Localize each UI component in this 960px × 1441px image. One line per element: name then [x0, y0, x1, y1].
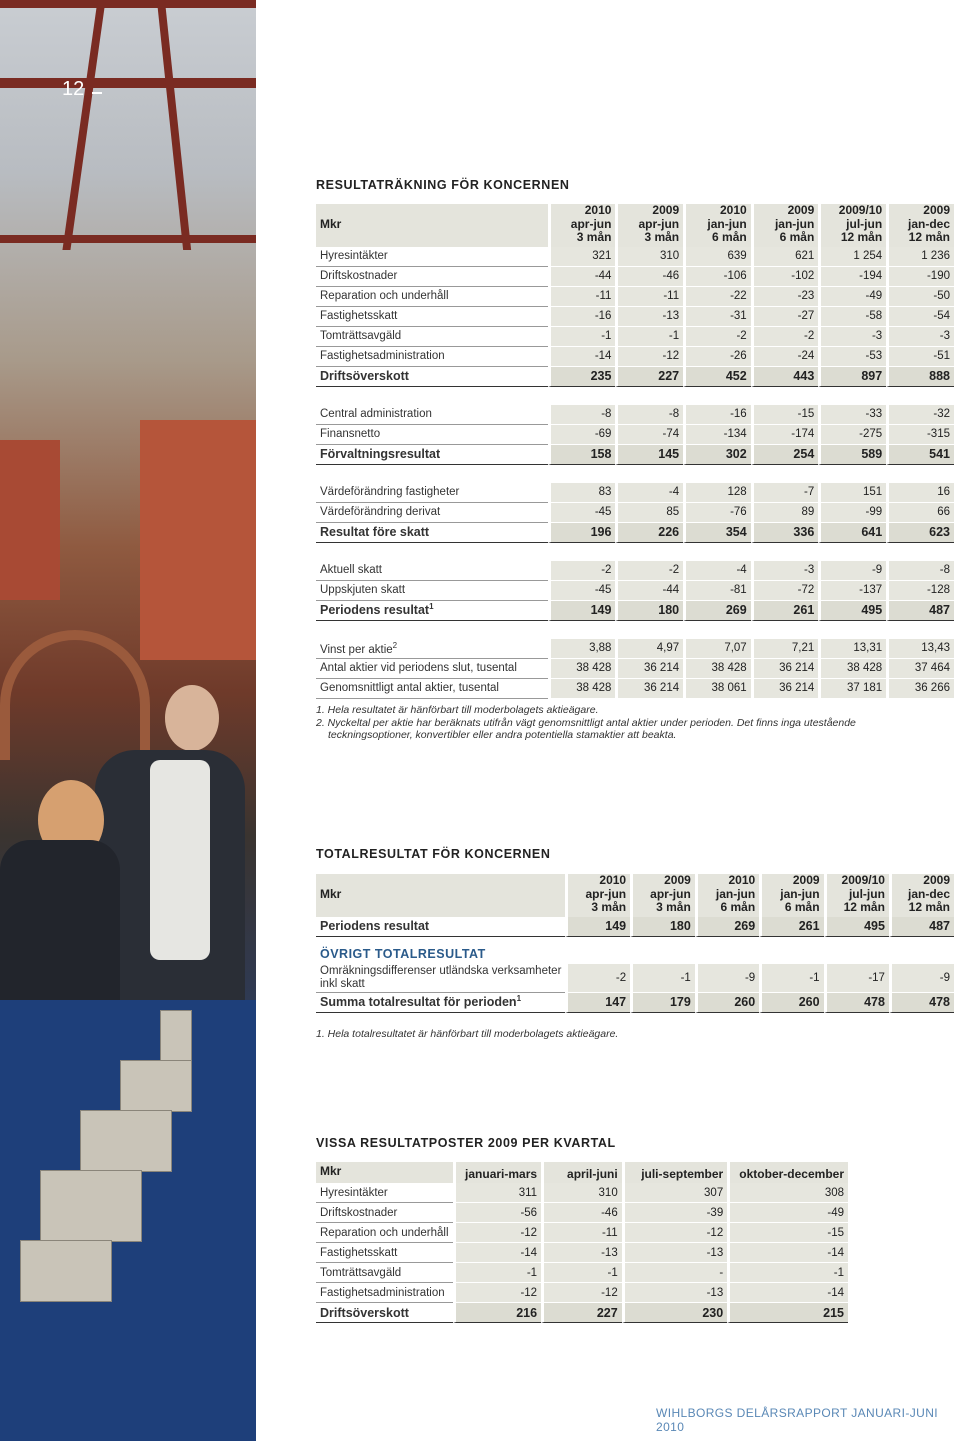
cell-value: -2 — [751, 327, 819, 347]
cell-value: -8 — [548, 405, 616, 425]
row-label: Fastighetsskatt — [316, 1243, 453, 1263]
cell-value: -1 — [548, 327, 616, 347]
cell-value: -24 — [751, 347, 819, 367]
row-label: Hyresintäkter — [316, 1183, 453, 1203]
cell-value: -1 — [630, 964, 695, 993]
row-label: Resultat före skatt — [316, 523, 548, 543]
row-label: Omräkningsdifferenser utländska verksamheter inkl skatt — [316, 964, 565, 993]
cell-value: 38 061 — [683, 679, 751, 699]
cell-value: 36 214 — [615, 659, 683, 679]
table-row — [316, 1243, 848, 1263]
column-header: januari-mars — [453, 1162, 542, 1183]
row-label: Antal aktier vid periodens slut, tusental — [316, 659, 548, 679]
row-label: Driftskostnader — [316, 267, 548, 287]
cell-value: 495 — [824, 917, 889, 937]
cell-value: 310 — [541, 1183, 622, 1203]
cell-value: 261 — [759, 917, 823, 937]
cell-value: 336 — [751, 523, 819, 543]
header-label: Mkr — [316, 874, 565, 917]
column-header: 2009 jan-jun 6 mån — [751, 204, 819, 247]
cell-value: -12 — [453, 1223, 542, 1243]
cell-value: 149 — [565, 917, 630, 937]
cell-value: 310 — [615, 247, 683, 267]
table-row — [316, 327, 954, 347]
cell-value: -45 — [548, 503, 616, 523]
footnotes — [316, 704, 856, 742]
cell-value: -2 — [683, 327, 751, 347]
cell-value: -74 — [615, 425, 683, 445]
cell-value: 16 — [886, 483, 954, 503]
subheading: ÖVRIGT TOTALRESULTAT — [320, 947, 486, 961]
cell-value: 589 — [818, 445, 886, 465]
cell-value: 36 214 — [751, 659, 819, 679]
cell-value: -31 — [683, 307, 751, 327]
cell-value: 260 — [695, 993, 759, 1013]
cell-value: -11 — [541, 1223, 622, 1243]
table-row — [316, 247, 954, 267]
roof-beam — [0, 235, 256, 243]
cell-value: -32 — [886, 405, 954, 425]
total-row — [316, 601, 954, 621]
cell-value: -49 — [818, 287, 886, 307]
quarterly-title: VISSA RESULTATPOSTER 2009 PER KVARTAL — [316, 1136, 616, 1150]
cell-value: -1 — [727, 1263, 848, 1283]
cell-value: 495 — [818, 601, 886, 621]
table-row — [316, 1203, 848, 1223]
cell-value: 147 — [565, 993, 630, 1013]
cell-value: -69 — [548, 425, 616, 445]
cell-value: -15 — [751, 405, 819, 425]
roof-beam — [62, 0, 105, 250]
table-row — [316, 483, 954, 503]
cell-value: 179 — [630, 993, 695, 1013]
row-label: Fastighetsadministration — [316, 347, 548, 367]
total-row — [316, 917, 954, 937]
cell-value: -1 — [541, 1263, 622, 1283]
model-building — [40, 1170, 142, 1242]
cell-value: 37 464 — [886, 659, 954, 679]
cell-value: -14 — [727, 1243, 848, 1263]
cell-value: -13 — [622, 1243, 728, 1263]
cell-value: -134 — [683, 425, 751, 445]
cell-value: -11 — [615, 287, 683, 307]
cell-value: -3 — [886, 327, 954, 347]
cell-value: 269 — [683, 601, 751, 621]
cell-value: -2 — [615, 561, 683, 581]
table-row — [316, 964, 954, 993]
cell-value: 639 — [683, 247, 751, 267]
spacer-row — [316, 387, 954, 405]
cell-value: -13 — [615, 307, 683, 327]
row-label: Fastighetsadministration — [316, 1283, 453, 1303]
column-header: 2009/10 jul-jun 12 mån — [818, 204, 886, 247]
header-row — [316, 1162, 848, 1183]
cell-value: -46 — [541, 1203, 622, 1223]
row-label: Förvaltningsresultat — [316, 445, 548, 465]
brick-wall — [140, 420, 256, 660]
table-row — [316, 1223, 848, 1243]
cell-value: -22 — [683, 287, 751, 307]
cell-value: -128 — [886, 581, 954, 601]
cell-value: 38 428 — [683, 659, 751, 679]
cell-value: 7,21 — [751, 639, 819, 659]
cell-value: 230 — [622, 1303, 728, 1323]
footnote-2-cont: teckningsoptioner, konvertibler eller andra potentiella stamaktier att beakta. — [328, 729, 677, 741]
row-label: Hyresintäkter — [316, 247, 548, 267]
model-building — [120, 1060, 192, 1112]
cell-value: -1 — [615, 327, 683, 347]
cell-value: -44 — [615, 581, 683, 601]
cell-value: 478 — [824, 993, 889, 1013]
row-label: Vinst per aktie$^2$ — [316, 639, 548, 659]
cell-value: -58 — [818, 307, 886, 327]
cell-value: -13 — [541, 1243, 622, 1263]
header-label: Mkr — [316, 204, 548, 247]
cell-value: -1 — [453, 1263, 542, 1283]
cell-value: -72 — [751, 581, 819, 601]
spacer-row — [316, 621, 954, 639]
row-label: Driftsöverskott — [316, 367, 548, 387]
row-label: Reparation och underhåll — [316, 1223, 453, 1243]
cell-value: -12 — [622, 1223, 728, 1243]
cell-value: -54 — [886, 307, 954, 327]
cell-value: -14 — [548, 347, 616, 367]
cell-value: 66 — [886, 503, 954, 523]
header-row — [316, 874, 954, 917]
model-building — [80, 1110, 172, 1172]
cell-value: -4 — [615, 483, 683, 503]
cell-value: 3,88 — [548, 639, 616, 659]
cell-value: -45 — [548, 581, 616, 601]
table-row — [316, 561, 954, 581]
cell-value: -76 — [683, 503, 751, 523]
cell-value: 311 — [453, 1183, 542, 1203]
cell-value: -81 — [683, 581, 751, 601]
row-label: Central administration — [316, 405, 548, 425]
spacer-row — [316, 465, 954, 483]
cell-value: 38 428 — [548, 679, 616, 699]
cell-value: -3 — [751, 561, 819, 581]
cell-value: -51 — [886, 347, 954, 367]
cell-value: -7 — [751, 483, 819, 503]
cell-value: -26 — [683, 347, 751, 367]
cell-value: -27 — [751, 307, 819, 327]
cell-value: 226 — [615, 523, 683, 543]
column-header: 2010 jan-jun 6 mån — [695, 874, 759, 917]
cell-value: -2 — [548, 561, 616, 581]
roof-beam — [0, 0, 256, 8]
column-header: 2010 jan-jun 6 mån — [683, 204, 751, 247]
cell-value: 307 — [622, 1183, 728, 1203]
brick-wall — [0, 440, 60, 600]
header-label: Mkr — [316, 1162, 453, 1183]
cell-value: 89 — [751, 503, 819, 523]
column-header: 2010 apr-jun 3 mån — [548, 204, 616, 247]
cell-value: -56 — [453, 1203, 542, 1223]
cell-value: 4,97 — [615, 639, 683, 659]
cell-value: 623 — [886, 523, 954, 543]
table-row — [316, 287, 954, 307]
cell-value: 897 — [818, 367, 886, 387]
model-building — [20, 1240, 112, 1302]
footnote-ref: 2 — [392, 640, 398, 650]
total-row — [316, 523, 954, 543]
column-header: 2010 apr-jun 3 mån — [565, 874, 630, 917]
cell-value: 621 — [751, 247, 819, 267]
person-head — [165, 685, 219, 751]
table-row — [316, 347, 954, 367]
cell-value: -8 — [886, 561, 954, 581]
row-label: Genomsnittligt antal aktier, tusental — [316, 679, 548, 699]
cell-value: -49 — [727, 1203, 848, 1223]
cell-value: 158 — [548, 445, 616, 465]
cell-value: 215 — [727, 1303, 848, 1323]
cell-value: -16 — [548, 307, 616, 327]
cell-value: 151 — [818, 483, 886, 503]
cell-value: 888 — [886, 367, 954, 387]
report-footer: WIHLBORGS DELÅRSRAPPORT JANUARI-JUNI 2010 — [656, 1406, 939, 1434]
brick-arch — [0, 630, 150, 760]
cell-value: 254 — [751, 445, 819, 465]
cell-value: 321 — [548, 247, 616, 267]
cell-value: 13,31 — [818, 639, 886, 659]
cell-value: -14 — [727, 1283, 848, 1303]
table-row — [316, 581, 954, 601]
row-label: Värdeförändring derivat — [316, 503, 548, 523]
cell-value: 145 — [615, 445, 683, 465]
cell-value: 452 — [683, 367, 751, 387]
page-number: 12 — [62, 78, 85, 100]
cell-value: -50 — [886, 287, 954, 307]
quarterly-table — [316, 1162, 848, 1323]
column-header: 2009 apr-jun 3 mån — [630, 874, 695, 917]
cell-value: -8 — [615, 405, 683, 425]
cell-value: -1 — [759, 964, 823, 993]
roof-beam — [157, 0, 191, 250]
cell-value: -9 — [695, 964, 759, 993]
cell-value: -3 — [818, 327, 886, 347]
cell-value: 83 — [548, 483, 616, 503]
cell-value: 227 — [541, 1303, 622, 1323]
table-row — [316, 503, 954, 523]
total-row — [316, 367, 954, 387]
cell-value: -39 — [622, 1203, 728, 1223]
row-label: Summa totalresultat för perioden$^1$ — [316, 993, 565, 1013]
column-header: april-juni — [541, 1162, 622, 1183]
cell-value: -315 — [886, 425, 954, 445]
row-label: Driftskostnader — [316, 1203, 453, 1223]
cell-value: -23 — [751, 287, 819, 307]
exhibition-photo — [0, 0, 256, 1441]
cell-value: -174 — [751, 425, 819, 445]
cell-value: 1 236 — [886, 247, 954, 267]
cell-value: -16 — [683, 405, 751, 425]
table-row — [316, 679, 954, 699]
cell-value: -190 — [886, 267, 954, 287]
cell-value: 149 — [548, 601, 616, 621]
column-header: 2009 jan-dec 12 mån — [886, 204, 954, 247]
total-row — [316, 993, 954, 1013]
income-statement-table — [316, 204, 954, 699]
footnote-ref: 1 — [429, 602, 434, 612]
row-label: Uppskjuten skatt — [316, 581, 548, 601]
cell-value: 302 — [683, 445, 751, 465]
cell-value: 38 428 — [548, 659, 616, 679]
cell-value: -194 — [818, 267, 886, 287]
column-header: 2009 jan-jun 6 mån — [759, 874, 823, 917]
cell-value: 478 — [889, 993, 954, 1013]
cell-value: -15 — [727, 1223, 848, 1243]
cell-value: -99 — [818, 503, 886, 523]
cell-value: -14 — [453, 1243, 542, 1263]
cell-value: -12 — [453, 1283, 542, 1303]
cell-value: 36 266 — [886, 679, 954, 699]
cell-value: 227 — [615, 367, 683, 387]
subheading-row — [316, 945, 954, 964]
cell-value: -12 — [541, 1283, 622, 1303]
cell-value: 36 214 — [751, 679, 819, 699]
cell-value: -46 — [615, 267, 683, 287]
cell-value: 541 — [886, 445, 954, 465]
cell-value: 487 — [889, 917, 954, 937]
column-header: oktober-december — [727, 1162, 848, 1183]
cell-value: -33 — [818, 405, 886, 425]
cell-value: 180 — [630, 917, 695, 937]
header-row — [316, 204, 954, 247]
column-header: 2009 jan-dec 12 mån — [889, 874, 954, 917]
income-statement-title: RESULTATRÄKNING FÖR KONCERNEN — [316, 178, 570, 192]
footnote-ref: 1 — [516, 994, 522, 1004]
total-result-title: TOTALRESULTAT FÖR KONCERNEN — [316, 847, 551, 861]
table-row — [316, 1283, 848, 1303]
row-label: Fastighetsskatt — [316, 307, 548, 327]
cell-value: 37 181 — [818, 679, 886, 699]
cell-value: 13,43 — [886, 639, 954, 659]
table-row — [316, 659, 954, 679]
cell-value: -44 — [548, 267, 616, 287]
roof-beam — [0, 78, 256, 88]
column-header: 2009/10 jul-jun 12 mån — [824, 874, 889, 917]
footnote-total: 1. Hela totalresultatet är hänförbart till moderbolagets aktieägare. — [316, 1028, 619, 1040]
cell-value: 260 — [759, 993, 823, 1013]
row-label: Periodens resultat$^1$ — [316, 601, 548, 621]
table-row — [316, 307, 954, 327]
cell-value: 487 — [886, 601, 954, 621]
cell-value: 38 428 — [818, 659, 886, 679]
spacer-row — [316, 937, 954, 945]
cell-value: 308 — [727, 1183, 848, 1203]
table-row — [316, 425, 954, 445]
total-row — [316, 1303, 848, 1323]
row-label: Värdeförändring fastigheter — [316, 483, 548, 503]
footnote-2: 2. Nyckeltal per aktie har beräknats utifrån vägt genomsnittligt antal aktier under perioden. Det finns inga utestående — [316, 716, 856, 729]
row-label: Reparation och underhåll — [316, 287, 548, 307]
total-result-table — [316, 874, 954, 1013]
table-row — [316, 405, 954, 425]
cell-value: 1 254 — [818, 247, 886, 267]
row-label: Finansnetto — [316, 425, 548, 445]
table-row — [316, 639, 954, 659]
row-label: Periodens resultat — [316, 917, 565, 937]
cell-value: 641 — [818, 523, 886, 543]
cell-value: -102 — [751, 267, 819, 287]
cell-value: 196 — [548, 523, 616, 543]
cell-value: 216 — [453, 1303, 542, 1323]
row-label: Driftsöverskott — [316, 1303, 453, 1323]
row-label: Tomträttsavgäld — [316, 327, 548, 347]
cell-value: 235 — [548, 367, 616, 387]
cell-value: -9 — [889, 964, 954, 993]
cell-value: 354 — [683, 523, 751, 543]
cell-value: -275 — [818, 425, 886, 445]
cell-value: -11 — [548, 287, 616, 307]
cell-value: 443 — [751, 367, 819, 387]
column-header: juli-september — [622, 1162, 728, 1183]
cell-value: 36 214 — [615, 679, 683, 699]
total-row — [316, 445, 954, 465]
cell-value: -12 — [615, 347, 683, 367]
cell-value: -4 — [683, 561, 751, 581]
row-label: Tomträttsavgäld — [316, 1263, 453, 1283]
footnote-1: 1. Hela resultatet är hänförbart till moderbolagets aktieägare. — [316, 704, 599, 716]
cell-value: -53 — [818, 347, 886, 367]
page-number-rule — [92, 92, 102, 94]
cell-value: 128 — [683, 483, 751, 503]
cell-value: 180 — [615, 601, 683, 621]
cell-value: 7,07 — [683, 639, 751, 659]
cell-value: 85 — [615, 503, 683, 523]
shirt — [150, 760, 210, 960]
row-label: Aktuell skatt — [316, 561, 548, 581]
cell-value: -13 — [622, 1283, 728, 1303]
spacer-row — [316, 543, 954, 561]
cell-value: -9 — [818, 561, 886, 581]
cell-value: -106 — [683, 267, 751, 287]
cell-value: -2 — [565, 964, 630, 993]
cell-value: - — [622, 1263, 728, 1283]
column-header: 2009 apr-jun 3 mån — [615, 204, 683, 247]
table-row — [316, 1183, 848, 1203]
table-row — [316, 267, 954, 287]
cell-value: -17 — [824, 964, 889, 993]
cell-value: 261 — [751, 601, 819, 621]
table-row — [316, 1263, 848, 1283]
cell-value: -137 — [818, 581, 886, 601]
cell-value: 269 — [695, 917, 759, 937]
